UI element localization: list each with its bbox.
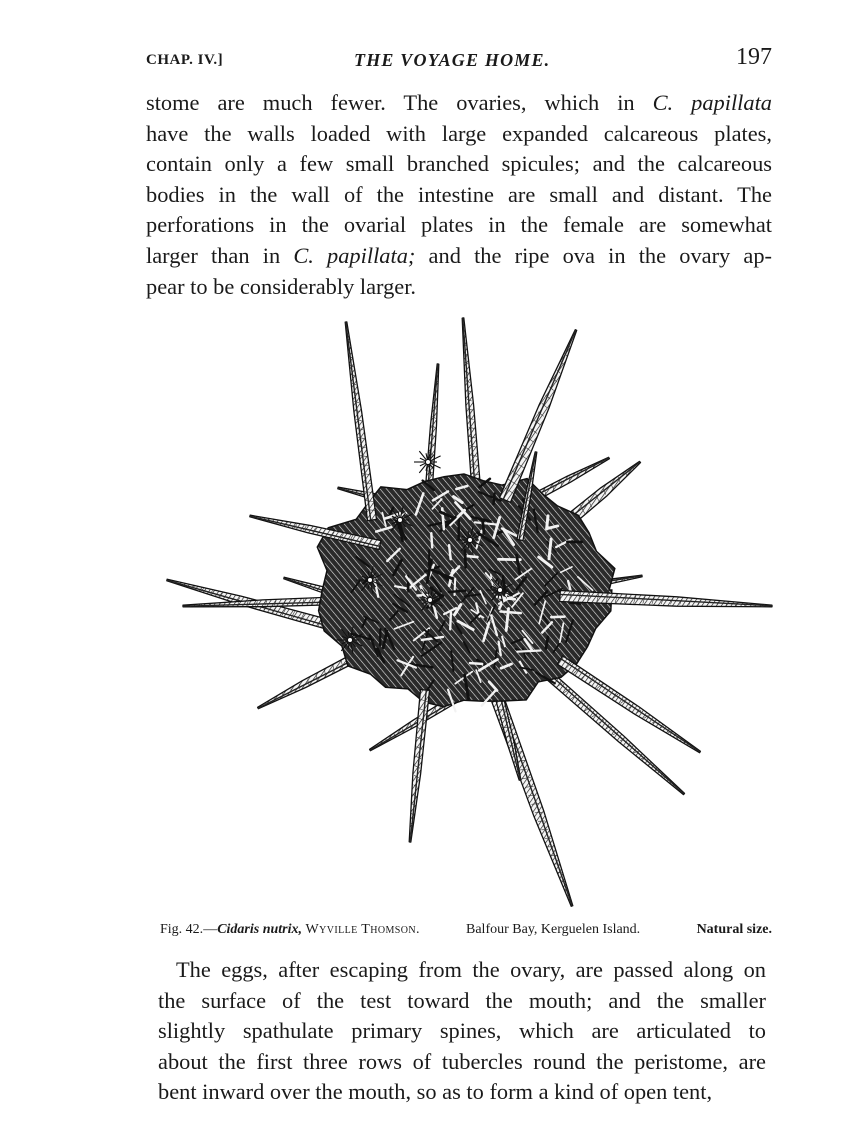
text-line: have the walls loaded with large expanded calcareous plates, bbox=[146, 120, 772, 146]
running-title: THE VOYAGE HOME. bbox=[354, 50, 551, 70]
text-line: larger than in C. papillata; and the ripe ova in the ovary ap- bbox=[146, 242, 773, 268]
paragraph-bottom bbox=[158, 955, 766, 1108]
chapter-label: CHAP. IV.] bbox=[146, 52, 224, 68]
text-line: perforations in the ovarial plates in the female are somewhat bbox=[146, 212, 772, 238]
page-number: 197 bbox=[736, 44, 772, 70]
text-line: bent inward over the mouth, so as to form a kind of open tent, bbox=[158, 1079, 713, 1105]
text-line: pear to be considerably larger. bbox=[146, 273, 417, 299]
caption-location: Balfour Bay, Kerguelen Island. bbox=[466, 922, 641, 937]
text-line: the surface of the test toward the mouth; and the smaller bbox=[158, 987, 766, 1013]
paragraph-top bbox=[146, 88, 772, 302]
running-head bbox=[146, 44, 772, 74]
species-name: C. papillata bbox=[652, 90, 772, 115]
caption-species: Cidaris nutrix, bbox=[217, 922, 303, 937]
species-name: C. papillata; bbox=[293, 242, 416, 268]
figure-caption bbox=[160, 922, 772, 938]
caption-size: Natural size. bbox=[696, 922, 772, 937]
urchin-engraving bbox=[160, 305, 790, 915]
sea-urchin-illustration bbox=[160, 305, 790, 915]
text-line: contain only a few small branched spicules; and the calcareous bbox=[146, 151, 772, 177]
caption-dash: — bbox=[203, 922, 218, 937]
text-line: stome are much fewer. The ovaries, which in C. papillata bbox=[146, 90, 772, 115]
text-line: bodies in the wall of the intestine are small and distant. The bbox=[146, 181, 772, 207]
text-line: The eggs, after escaping from the ovary, are passed along on bbox=[176, 957, 766, 982]
text-line: slightly spathulate primary spines, which are articulated to bbox=[158, 1018, 766, 1044]
caption-fig-number: Fig. 42. bbox=[160, 922, 204, 937]
spine bbox=[409, 690, 429, 843]
text-line: about the first three rows of tubercles round the peristome, are bbox=[158, 1048, 766, 1074]
caption-author: Wyville Thomson. bbox=[305, 922, 420, 937]
spine bbox=[500, 330, 577, 503]
